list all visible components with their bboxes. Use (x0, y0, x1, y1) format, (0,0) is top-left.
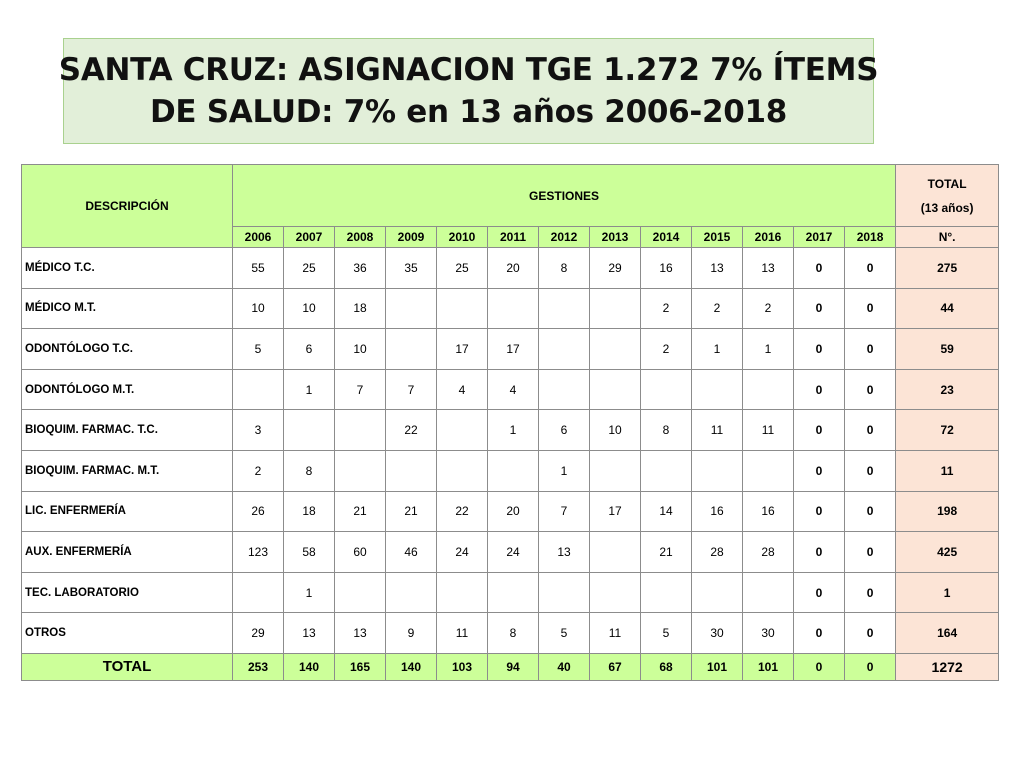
value-cell: 10 (335, 329, 386, 370)
value-cell: 30 (692, 613, 743, 654)
value-cell: 8 (284, 450, 335, 491)
value-cell (437, 450, 488, 491)
value-cell (386, 288, 437, 329)
staff-allocation-table (21, 164, 999, 681)
row-label: BIOQUIM. FARMAC. M.T. (22, 450, 233, 491)
value-cell (386, 329, 437, 370)
table-row (22, 532, 999, 573)
row-label: TEC. LABORATORIO (22, 572, 233, 613)
value-cell: 26 (233, 491, 284, 532)
value-cell: 0 (794, 369, 845, 410)
value-cell: 18 (284, 491, 335, 532)
value-cell: 11 (437, 613, 488, 654)
value-cell: 5 (641, 613, 692, 654)
value-cell: 13 (743, 248, 794, 289)
value-cell: 8 (539, 248, 590, 289)
value-cell: 35 (386, 248, 437, 289)
row-total-cell: 44 (896, 288, 999, 329)
value-cell (590, 532, 641, 573)
year-header-cell: 2007 (284, 227, 335, 248)
value-cell: 0 (845, 329, 896, 370)
value-cell: 36 (335, 248, 386, 289)
value-cell: 8 (641, 410, 692, 451)
value-cell (437, 288, 488, 329)
value-cell (590, 329, 641, 370)
value-cell: 0 (845, 491, 896, 532)
row-label: AUX. ENFERMERÍA (22, 532, 233, 573)
total-header-title: TOTAL (927, 176, 967, 191)
value-cell: 28 (743, 532, 794, 573)
year-header-cell: 2016 (743, 227, 794, 248)
value-cell: 8 (488, 613, 539, 654)
title-line-2: DE SALUD: 7% en 13 años 2006-2018 (149, 94, 788, 130)
value-cell: 18 (335, 288, 386, 329)
total-number-header: N°. (896, 227, 999, 248)
value-cell: 0 (845, 572, 896, 613)
total-value-cell: 0 (794, 653, 845, 680)
title-line-1: SANTA CRUZ: ASIGNACION TGE 1.272 7% ÍTEMS (58, 52, 879, 88)
value-cell: 0 (794, 491, 845, 532)
value-cell (692, 572, 743, 613)
value-cell: 21 (641, 532, 692, 573)
row-label: MÉDICO T.C. (22, 248, 233, 289)
value-cell (437, 572, 488, 613)
value-cell: 55 (233, 248, 284, 289)
value-cell: 14 (641, 491, 692, 532)
value-cell: 11 (743, 410, 794, 451)
table-row (22, 572, 999, 613)
total-value-cell: 0 (845, 653, 896, 680)
total-value-cell: 253 (233, 653, 284, 680)
value-cell: 5 (539, 613, 590, 654)
value-cell: 5 (233, 329, 284, 370)
year-header-cell: 2017 (794, 227, 845, 248)
value-cell: 7 (539, 491, 590, 532)
table-row (22, 491, 999, 532)
value-cell: 4 (437, 369, 488, 410)
value-cell (284, 410, 335, 451)
value-cell: 0 (845, 410, 896, 451)
value-cell: 1 (488, 410, 539, 451)
value-cell: 17 (488, 329, 539, 370)
table-row (22, 410, 999, 451)
value-cell: 2 (641, 329, 692, 370)
value-cell (539, 572, 590, 613)
value-cell: 0 (845, 288, 896, 329)
value-cell: 0 (794, 613, 845, 654)
value-cell (488, 450, 539, 491)
row-total-cell: 198 (896, 491, 999, 532)
row-total-cell: 425 (896, 532, 999, 573)
value-cell (743, 369, 794, 410)
value-cell: 2 (233, 450, 284, 491)
value-cell: 1 (539, 450, 590, 491)
value-cell (539, 329, 590, 370)
row-total-cell: 59 (896, 329, 999, 370)
value-cell: 1 (743, 329, 794, 370)
value-cell: 4 (488, 369, 539, 410)
table-row (22, 288, 999, 329)
year-header-cell: 2011 (488, 227, 539, 248)
value-cell: 0 (845, 613, 896, 654)
value-cell: 30 (743, 613, 794, 654)
value-cell (590, 572, 641, 613)
table-row (22, 613, 999, 654)
value-cell: 0 (794, 288, 845, 329)
description-header: DESCRIPCIÓN (22, 165, 233, 248)
value-cell (335, 450, 386, 491)
row-total-cell: 275 (896, 248, 999, 289)
value-cell (641, 572, 692, 613)
total-value-cell: 165 (335, 653, 386, 680)
table-row (22, 450, 999, 491)
value-cell (590, 288, 641, 329)
value-cell: 22 (386, 410, 437, 451)
value-cell (692, 450, 743, 491)
year-header-cell: 2015 (692, 227, 743, 248)
value-cell: 16 (692, 491, 743, 532)
value-cell: 0 (794, 532, 845, 573)
value-cell: 21 (335, 491, 386, 532)
value-cell: 25 (437, 248, 488, 289)
value-cell: 11 (590, 613, 641, 654)
value-cell (590, 369, 641, 410)
table-row (22, 329, 999, 370)
value-cell: 123 (233, 532, 284, 573)
year-header-cell: 2018 (845, 227, 896, 248)
total-value-cell: 140 (386, 653, 437, 680)
table-row (22, 248, 999, 289)
total-header-subtitle: (13 años) (920, 200, 974, 215)
row-total-cell: 72 (896, 410, 999, 451)
total-value-cell: 94 (488, 653, 539, 680)
total-value-cell: 40 (539, 653, 590, 680)
title-box (58, 38, 879, 144)
value-cell: 17 (590, 491, 641, 532)
value-cell (386, 572, 437, 613)
row-label: MÉDICO M.T. (22, 288, 233, 329)
value-cell: 0 (794, 410, 845, 451)
value-cell (539, 369, 590, 410)
value-cell: 13 (692, 248, 743, 289)
value-cell (233, 369, 284, 410)
value-cell (692, 369, 743, 410)
value-cell (386, 450, 437, 491)
value-cell: 17 (437, 329, 488, 370)
value-cell: 60 (335, 532, 386, 573)
value-cell: 0 (794, 450, 845, 491)
value-cell (437, 410, 488, 451)
total-value-cell: 68 (641, 653, 692, 680)
row-total-cell: 23 (896, 369, 999, 410)
value-cell: 2 (641, 288, 692, 329)
row-label: ODONTÓLOGO M.T. (22, 369, 233, 410)
value-cell: 2 (743, 288, 794, 329)
value-cell: 7 (386, 369, 437, 410)
value-cell (743, 450, 794, 491)
row-total-cell: 11 (896, 450, 999, 491)
value-cell: 29 (590, 248, 641, 289)
total-value-cell: 101 (692, 653, 743, 680)
value-cell (641, 369, 692, 410)
value-cell: 10 (284, 288, 335, 329)
value-cell: 0 (845, 369, 896, 410)
value-cell: 46 (386, 532, 437, 573)
value-cell: 22 (437, 491, 488, 532)
value-cell: 13 (539, 532, 590, 573)
row-total-cell: 1 (896, 572, 999, 613)
total-row-label: TOTAL (22, 653, 233, 680)
value-cell (539, 288, 590, 329)
value-cell: 0 (794, 248, 845, 289)
year-header-cell: 2006 (233, 227, 284, 248)
value-cell: 25 (284, 248, 335, 289)
value-cell: 0 (845, 450, 896, 491)
row-total-cell: 164 (896, 613, 999, 654)
value-cell (233, 572, 284, 613)
value-cell: 20 (488, 491, 539, 532)
value-cell: 10 (233, 288, 284, 329)
value-cell (335, 572, 386, 613)
value-cell: 20 (488, 248, 539, 289)
row-label: ODONTÓLOGO T.C. (22, 329, 233, 370)
value-cell: 1 (692, 329, 743, 370)
value-cell: 0 (794, 329, 845, 370)
value-cell: 28 (692, 532, 743, 573)
total-value-cell: 67 (590, 653, 641, 680)
year-header-cell: 2008 (335, 227, 386, 248)
row-label: BIOQUIM. FARMAC. T.C. (22, 410, 233, 451)
year-header-cell: 2009 (386, 227, 437, 248)
value-cell: 24 (437, 532, 488, 573)
value-cell: 7 (335, 369, 386, 410)
value-cell: 6 (284, 329, 335, 370)
total-value-cell: 103 (437, 653, 488, 680)
value-cell: 10 (590, 410, 641, 451)
year-header-cell: 2014 (641, 227, 692, 248)
value-cell (335, 410, 386, 451)
value-cell: 1 (284, 572, 335, 613)
total-value-cell: 101 (743, 653, 794, 680)
value-cell: 2 (692, 288, 743, 329)
value-cell: 11 (692, 410, 743, 451)
value-cell: 58 (284, 532, 335, 573)
total-header (896, 165, 999, 227)
value-cell (743, 572, 794, 613)
value-cell: 9 (386, 613, 437, 654)
value-cell: 21 (386, 491, 437, 532)
value-cell (641, 450, 692, 491)
total-value-cell: 140 (284, 653, 335, 680)
table-body (22, 248, 999, 681)
year-header-cell: 2013 (590, 227, 641, 248)
value-cell: 16 (641, 248, 692, 289)
value-cell: 13 (335, 613, 386, 654)
value-cell: 13 (284, 613, 335, 654)
value-cell: 0 (845, 248, 896, 289)
value-cell: 29 (233, 613, 284, 654)
year-header-cell: 2012 (539, 227, 590, 248)
gestiones-header: GESTIONES (233, 165, 896, 227)
value-cell: 16 (743, 491, 794, 532)
value-cell: 3 (233, 410, 284, 451)
value-cell: 1 (284, 369, 335, 410)
value-cell (488, 572, 539, 613)
total-row (22, 653, 999, 680)
year-header-cell: 2010 (437, 227, 488, 248)
row-label: OTROS (22, 613, 233, 654)
table-row (22, 369, 999, 410)
value-cell: 0 (845, 532, 896, 573)
value-cell (488, 288, 539, 329)
value-cell: 24 (488, 532, 539, 573)
value-cell (590, 450, 641, 491)
value-cell: 0 (794, 572, 845, 613)
value-cell: 6 (539, 410, 590, 451)
row-label: LIC. ENFERMERÍA (22, 491, 233, 532)
grand-total-cell: 1272 (896, 653, 999, 680)
